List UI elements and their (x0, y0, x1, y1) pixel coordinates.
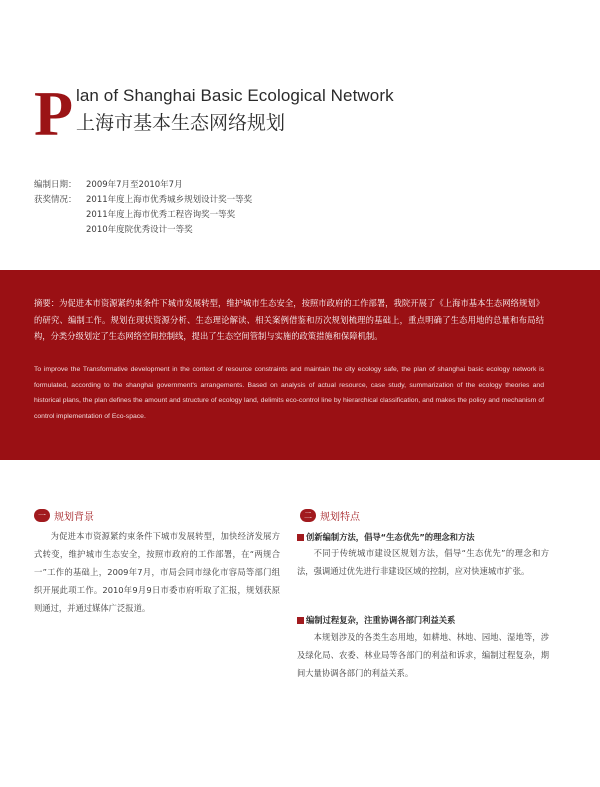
feature-heading (297, 531, 475, 543)
title-english: lan of Shanghai Basic Ecological Network (76, 86, 394, 105)
award-item: 2011年度上海市优秀工程咨询奖一等奖 (86, 210, 236, 220)
title-initial-letter: P (34, 78, 74, 149)
feature-text: 本规划涉及的各类生态用地，如耕地、林地、园地、湿地等，涉及绿化局、农委、林业局等各部门的利益和诉求，编制过程复杂，期间大量协调各部门的利益关系。 (297, 632, 549, 678)
date-row (34, 178, 252, 193)
date-label: 编制日期： (34, 180, 77, 190)
abstract-english: To improve the Transformative development in the context of resource constraints and maintain the city ecology safe, the plan of shanghai basic ecology network is formulated, according to the shanghai government's arrangements. Based on analysis of actual resource, case study, summarization of the ecology theories and historical plans, the plan defines the amount and structure of ecology land, delimits eco-control line by hierarchical classification, and makes the policy and mechanism of control implementation of Eco-space. (34, 366, 544, 420)
section-background-text: 为促进本市资源紧约束条件下城市发展转型，加快经济发展方式转变，维护城市生态安全，按照市政府的工作部署，在“两规合一”工作的基础上，2009年7月，市局会同市绿化市容局等部门组织开展此项工作。2010年9月9日市委市府听取了汇报，规划获原则通过，并通过媒体广泛报道。 (34, 531, 280, 613)
section-number-badge: 一 (34, 509, 50, 522)
award-item: 2010年度院优秀设计一等奖 (86, 225, 193, 235)
date-value: 2009年7月至2010年7月 (86, 180, 183, 190)
section-number-badge: 二 (300, 509, 316, 522)
award-item: 2011年度上海市优秀城乡规划设计奖一等奖 (86, 195, 253, 205)
awards-label: 获奖情况： (34, 195, 77, 205)
feature-heading-text: 编制过程复杂，注重协调各部门利益关系 (306, 615, 456, 625)
section-title: 规划背景 (54, 512, 94, 523)
abstract-chinese: 摘要：为促进本市资源紧约束条件下城市发展转型，维护城市生态安全，按照市政府的工作部署，我院开展了《上海市基本生态网络规划》的研究、编制工作。规划在现状资源分析、生态理论解读、相关案例借鉴和历次规划梳理的基础上，重点明确了生态用地的总量和布局结构，分类分级划定了生态网络空间控制线，提出了生态空间管制与实施的政策措施和保障机制。 (34, 298, 544, 341)
feature-heading-text: 创新编制方法，倡导“生态优先”的理念和方法 (306, 532, 475, 542)
square-bullet-icon (297, 534, 304, 541)
section-heading-features (300, 508, 360, 523)
feature-heading (297, 614, 455, 626)
project-meta (34, 178, 252, 238)
title-chinese: 上海市基本生态网络规划 (76, 112, 286, 134)
square-bullet-icon (297, 617, 304, 624)
section-title: 规划特点 (320, 512, 360, 523)
feature-text: 不同于传统城市建设区规划方法，倡导“生态优先”的理念和方法，强调通过优先进行非建设区域的控制，应对快速城市扩张。 (297, 548, 549, 576)
section-heading-background (34, 508, 94, 523)
awards-row (34, 193, 252, 208)
